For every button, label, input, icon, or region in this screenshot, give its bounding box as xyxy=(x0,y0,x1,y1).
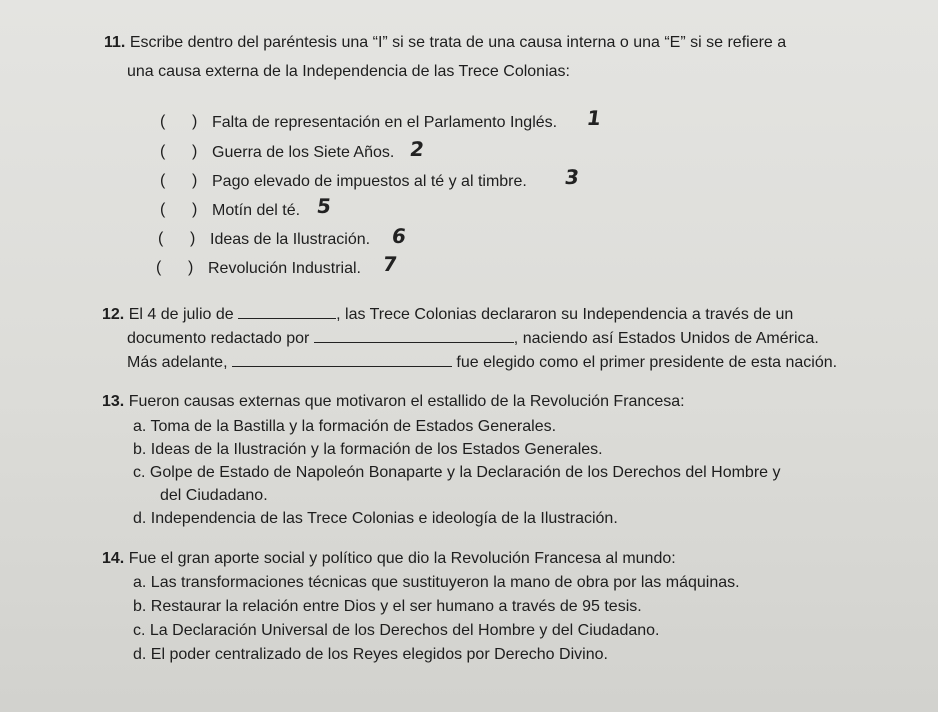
handwritten-number: 5 xyxy=(315,194,333,218)
answer-parentheses[interactable]: ( ) xyxy=(158,230,196,247)
q11-item-text: Guerra de los Siete Años. xyxy=(212,144,395,161)
q12-number: 12. xyxy=(102,306,125,323)
q14-option-b[interactable]: b. Restaurar la relación entre Dios y el ser humano a través de 95 tesis. xyxy=(133,598,642,615)
q13-option-d[interactable]: d. Independencia de las Trece Colonias e ideología de la Ilustración. xyxy=(133,510,618,527)
q12-text: , las Trece Colonias declararon su Independencia a través de un xyxy=(336,306,794,323)
q13-question: Fueron causas externas que motivaron el estallido de la Revolución Francesa: xyxy=(128,393,685,410)
q12-text: , naciendo así Estados Unidos de América. xyxy=(513,330,819,347)
q11-line1 xyxy=(104,33,786,53)
q12-line3 xyxy=(127,352,837,373)
handwritten-number: 2 xyxy=(408,137,426,161)
president-blank[interactable] xyxy=(232,352,452,367)
handwritten-number: 1 xyxy=(585,106,603,130)
q12-line1 xyxy=(102,304,793,325)
q12-text: El 4 de julio de xyxy=(128,306,234,323)
q13-option-b[interactable]: b. Ideas de la Ilustración y la formación de los Estados Generales. xyxy=(133,441,603,458)
q12-text: Más adelante, xyxy=(127,354,228,371)
q13-option-c[interactable]: c. Golpe de Estado de Napoleón Bonaparte y la Declaración de los Derechos del Hombre y xyxy=(133,464,781,481)
answer-parentheses[interactable]: ( ) xyxy=(156,259,194,276)
q11-number: 11. xyxy=(104,34,126,51)
answer-parentheses[interactable]: ( ) xyxy=(160,113,198,130)
handwritten-number: 7 xyxy=(381,252,399,276)
q12-text: documento redactado por xyxy=(127,330,310,347)
q11-item-text: Ideas de la Ilustración. xyxy=(210,231,371,248)
q11-item-text: Falta de representación en el Parlamento Inglés. xyxy=(212,114,558,131)
answer-parentheses[interactable]: ( ) xyxy=(160,143,198,160)
q14-question: Fue el gran aporte social y político que dio la Revolución Francesa al mundo: xyxy=(128,550,676,567)
q11-item-text: Pago elevado de impuestos al té y al timbre. xyxy=(212,173,527,190)
author-blank[interactable] xyxy=(314,328,514,343)
q13-number: 13. xyxy=(102,393,125,410)
q13-question-line xyxy=(102,392,685,412)
q14-question-line xyxy=(102,549,676,569)
year-blank[interactable] xyxy=(238,304,336,319)
q11-item-text: Motín del té. xyxy=(212,202,301,219)
q14-option-a[interactable]: a. Las transformaciones técnicas que sustituyeron la mano de obra por las máquinas. xyxy=(133,574,740,591)
q13-option-a[interactable]: a. Toma de la Bastilla y la formación de Estados Generales. xyxy=(133,418,557,435)
q14-number: 14. xyxy=(102,550,125,567)
q11-text-line1: Escribe dentro del paréntesis una “I” si se trata de una causa interna o una “E” si se refiere a xyxy=(129,34,787,51)
answer-parentheses[interactable]: ( ) xyxy=(160,201,198,218)
q11-item-text: Revolución Industrial. xyxy=(208,260,361,277)
q14-option-c[interactable]: c. La Declaración Universal de los Derechos del Hombre y del Ciudadano. xyxy=(133,622,660,639)
q13-option-c-cont[interactable]: del Ciudadano. xyxy=(160,487,268,504)
q14-option-d[interactable]: d. El poder centralizado de los Reyes elegidos por Derecho Divino. xyxy=(133,646,608,663)
q12-line2 xyxy=(127,328,819,349)
handwritten-number: 3 xyxy=(563,165,581,189)
handwritten-number: 6 xyxy=(390,224,408,248)
q11-text-line2: una causa externa de la Independencia de las Trece Colonias: xyxy=(127,63,570,80)
answer-parentheses[interactable]: ( ) xyxy=(160,172,198,189)
q12-text: fue elegido como el primer presidente de esta nación. xyxy=(456,354,838,371)
